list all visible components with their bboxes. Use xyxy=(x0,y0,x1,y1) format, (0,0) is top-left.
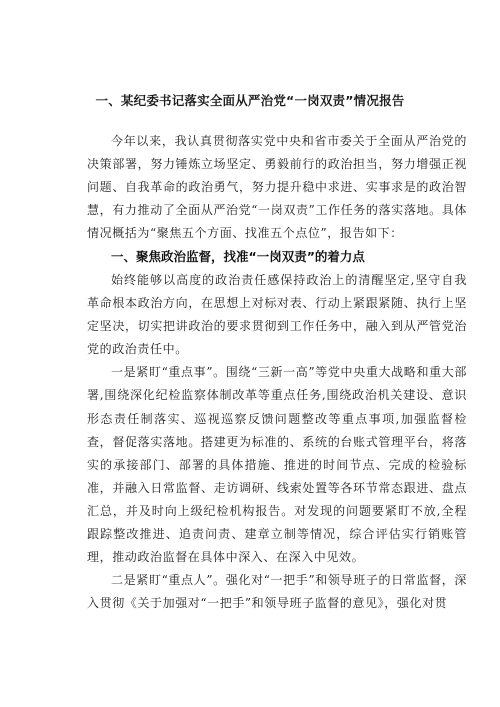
section-heading: 一、聚焦政治监督，找准“一岗双责”的着力点 xyxy=(111,249,365,265)
body-paragraph-key-persons: 二是紧盯“重点人”。强化对“一把手”和领导班子的日常监督，深入贯彻《关于加强对“一把手”和领导班子监督的意见》，强化对贯 xyxy=(87,573,467,611)
intro-paragraph: 今年以来，我认真贯彻落实党中央和省市委关于全面从严治党的决策部署，努力锤炼立场坚定、勇毅前行的政治担当，努力增强正视问题、自我革命的政治勇气，努力提升稳中求进、实事求是的政治智慧，有力推动了全面从严治党“一岗双责”工作任务的落实落地。具体情况概括为“聚焦五个方面、找准五个点位”，报告如下： xyxy=(87,134,467,241)
document-body xyxy=(87,130,467,615)
body-paragraph-key-matters: 一是紧盯“重点事”。围绕“三新一高”等党中央重大战略和重大部署,围绕深化纪检监察体制改革等重点任务,围绕政治机关建设、意识形态责任制落实、巡视巡察反馈问题整改等重点事项,加强监督检查，督促落实落地。搭建更为标准的、系统的台账式管理平台，将落实的承接部门、部署的具体措施、推进的时间节点、完成的检验标准，并融入日常监督、走访调研、线索处置等各环节常态跟进、盘点汇总，并及时向上级纪检机构报告。对发现的问题要紧盯不放,全程跟踪整改推进、追责问责、建章立制等情况，综合评估实行销账管理，推动政治监督在具体中深入、在深入中见效。 xyxy=(87,365,467,565)
document-title: 一、某纪委书记落实全面从严治党“一岗双责”情况报告 xyxy=(95,93,405,108)
body-paragraph: 始终能够以高度的政治责任感保持政治上的清醒坚定,坚守自我革命根本政治方向，在思想上对标对表、行动上紧跟紧随、执行上坚定坚决，切实把讲政治的要求贯彻到工作任务中，融入到从严管党治党的政治责任中。 xyxy=(87,272,467,357)
